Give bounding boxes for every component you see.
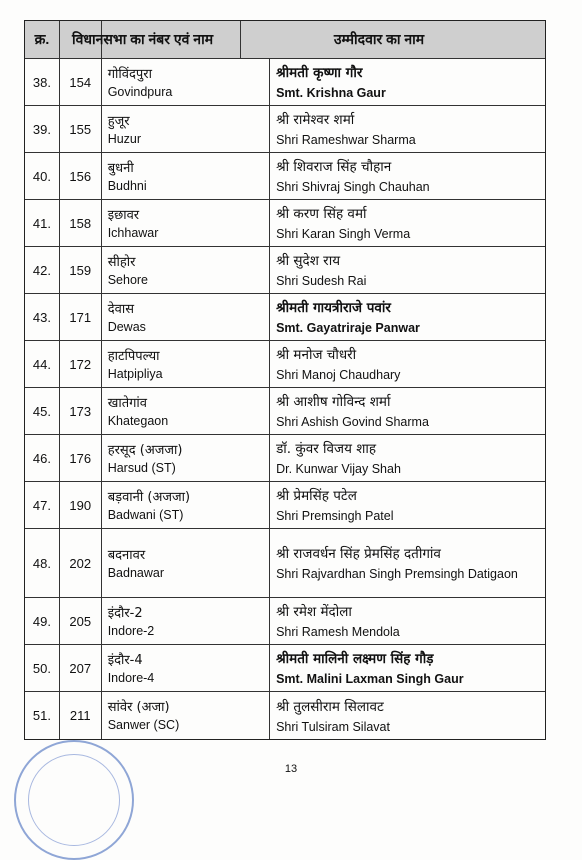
constituency-name-english: Sanwer (SC)	[107, 718, 180, 732]
candidate-name-hindi: श्री शिवराज सिंह चौहान	[276, 159, 392, 175]
header-serial: क्र.	[25, 21, 60, 58]
constituency-name-english: Budhni	[107, 178, 147, 193]
constituency-number: 176	[60, 435, 102, 481]
candidate-name-english: Smt. Gayatriraje Panwar	[276, 321, 420, 335]
party-seal	[14, 740, 134, 860]
constituency-name	[102, 388, 270, 434]
candidate-name-hindi: श्री रामेश्वर शर्मा	[276, 112, 355, 128]
candidate-name-english: Dr. Kunwar Vijay Shah	[276, 462, 401, 476]
candidate-name-hindi: श्री रमेश मेंदोला	[276, 604, 352, 620]
constituency-name-english: Indore-2	[107, 623, 155, 638]
constituency-name-hindi: गोविंदपुरा	[107, 66, 152, 82]
table-row	[25, 294, 545, 341]
constituency-name-hindi: बड़वानी (अजजा)	[107, 489, 191, 505]
constituency-name-english: Harsud (ST)	[107, 460, 176, 475]
serial-number: 43.	[25, 294, 60, 340]
table-row	[25, 645, 545, 692]
table-row	[25, 692, 545, 739]
serial-number: 51.	[25, 692, 60, 739]
constituency-name-english: Sehore	[107, 272, 149, 287]
constituency-name-english: Badwani (ST)	[107, 507, 184, 522]
candidate-name	[270, 435, 545, 481]
candidate-name-hindi: श्रीमती गायत्रीराजे पवांर	[276, 300, 391, 316]
constituency-number: 207	[60, 645, 102, 691]
constituency-number: 173	[60, 388, 102, 434]
candidate-name	[270, 294, 545, 340]
table-row	[25, 341, 545, 388]
constituency-name-english: Khategaon	[107, 413, 169, 428]
constituency-name-english: Indore-4	[107, 670, 155, 685]
serial-number: 39.	[25, 106, 60, 152]
constituency-number: 190	[60, 482, 102, 528]
candidate-name-hindi: श्रीमती कृष्णा गौर	[276, 65, 363, 81]
constituency-name-hindi: हाटपिपल्या	[107, 348, 160, 364]
candidate-name-hindi: श्री राजवर्धन सिंह प्रेमसिंह दतीगांव	[276, 546, 441, 562]
table-header	[25, 21, 545, 59]
candidate-name	[270, 153, 545, 199]
candidate-name	[270, 529, 545, 597]
constituency-name	[102, 529, 270, 597]
candidate-name	[270, 106, 545, 152]
constituency-number: 211	[60, 692, 102, 739]
candidate-name	[270, 341, 545, 387]
constituency-name-english: Govindpura	[107, 84, 173, 99]
candidate-name-english: Shri Manoj Chaudhary	[276, 368, 401, 382]
constituency-name-english: Badnawar	[107, 565, 164, 580]
serial-number: 45.	[25, 388, 60, 434]
candidate-table	[24, 20, 546, 740]
candidate-name-hindi: श्री आशीष गोविन्द शर्मा	[276, 394, 391, 410]
candidate-name	[270, 59, 545, 105]
header-candidate: उम्मीदवार का नाम	[333, 31, 425, 47]
constituency-name-hindi: इंदौर-2	[107, 605, 143, 621]
constituency-name	[102, 435, 270, 481]
table-row	[25, 200, 545, 247]
serial-number: 44.	[25, 341, 60, 387]
constituency-name-english: Dewas	[107, 319, 146, 334]
candidate-name-english: Shri Karan Singh Verma	[276, 227, 411, 241]
candidate-name-hindi: श्री करण सिंह वर्मा	[276, 206, 367, 222]
candidate-name-hindi: श्री प्रेमसिंह पटेल	[276, 488, 357, 504]
table-row	[25, 153, 545, 200]
candidate-name	[270, 692, 545, 739]
constituency-name-hindi: सीहोर	[107, 254, 136, 270]
table-row	[25, 598, 545, 645]
candidate-name	[270, 247, 545, 293]
constituency-name	[102, 294, 270, 340]
constituency-name-english: Hatpipliya	[107, 366, 163, 381]
candidate-name-english: Shri Rajvardhan Singh Premsingh Datigaon	[276, 567, 518, 581]
constituency-number: 154	[60, 59, 102, 105]
constituency-number: 205	[60, 598, 102, 644]
serial-number: 50.	[25, 645, 60, 691]
constituency-name	[102, 692, 270, 739]
constituency-name-english: Ichhawar	[107, 225, 159, 240]
constituency-name-hindi: इछावर	[107, 207, 140, 223]
candidate-name-hindi: श्रीमती मालिनी लक्ष्मण सिंह गौड़	[276, 651, 434, 667]
constituency-number: 159	[60, 247, 102, 293]
constituency-name-hindi: बदनावर	[107, 547, 146, 563]
serial-number: 46.	[25, 435, 60, 481]
table-body	[25, 59, 545, 739]
candidate-name-english: Smt. Krishna Gaur	[276, 86, 386, 100]
table-row	[25, 529, 545, 598]
constituency-number: 155	[60, 106, 102, 152]
serial-number: 40.	[25, 153, 60, 199]
constituency-name	[102, 153, 270, 199]
serial-number: 41.	[25, 200, 60, 246]
constituency-name	[102, 341, 270, 387]
constituency-number: 158	[60, 200, 102, 246]
constituency-number: 202	[60, 529, 102, 597]
constituency-name-hindi: बुधनी	[107, 160, 134, 176]
constituency-name	[102, 645, 270, 691]
constituency-name	[102, 598, 270, 644]
table-row	[25, 482, 545, 529]
serial-number: 42.	[25, 247, 60, 293]
constituency-name-hindi: हुजूर	[107, 113, 130, 129]
serial-number: 48.	[25, 529, 60, 597]
constituency-name	[102, 200, 270, 246]
table-row	[25, 247, 545, 294]
candidate-name-hindi: श्री सुदेश राय	[276, 253, 341, 269]
constituency-name	[102, 106, 270, 152]
table-row	[25, 106, 545, 153]
table-row	[25, 435, 545, 482]
constituency-name-hindi: सांवेर (अजा)	[107, 700, 170, 715]
constituency-name	[102, 247, 270, 293]
candidate-name-english: Smt. Malini Laxman Singh Gaur	[276, 672, 464, 686]
candidate-name-english: Shri Tulsiram Silavat	[276, 719, 390, 734]
constituency-name-hindi: खातेगांव	[107, 395, 148, 411]
constituency-name	[102, 59, 270, 105]
serial-number: 49.	[25, 598, 60, 644]
serial-number: 38.	[25, 59, 60, 105]
candidate-name	[270, 598, 545, 644]
constituency-name-hindi: हरसूद (अजजा)	[107, 442, 183, 458]
constituency-name	[102, 482, 270, 528]
constituency-number: 171	[60, 294, 102, 340]
candidate-name-hindi: श्री तुलसीराम सिलावट	[276, 698, 384, 715]
serial-number: 47.	[25, 482, 60, 528]
candidate-name-english: Shri Ramesh Mendola	[276, 625, 400, 639]
candidate-name	[270, 200, 545, 246]
candidate-name-english: Shri Sudesh Rai	[276, 274, 367, 288]
candidate-name-hindi: श्री मनोज चौधरी	[276, 347, 357, 363]
candidate-name-english: Shri Rameshwar Sharma	[276, 133, 416, 147]
constituency-name-english: Huzur	[107, 131, 142, 146]
candidate-name-hindi: डॉ. कुंवर विजय शाह	[276, 441, 377, 457]
candidate-name-english: Shri Shivraj Singh Chauhan	[276, 180, 430, 194]
candidate-name-english: Shri Premsingh Patel	[276, 509, 394, 523]
candidate-name	[270, 388, 545, 434]
page-number: 13	[284, 763, 298, 775]
candidate-name	[270, 482, 545, 528]
constituency-number: 172	[60, 341, 102, 387]
constituency-name-hindi: देवास	[107, 301, 134, 317]
header-constituency: विधानसभा का नंबर एवं नाम	[72, 21, 241, 58]
table-row	[25, 59, 545, 106]
constituency-name-hindi: इंदौर-4	[107, 652, 143, 668]
table-row	[25, 388, 545, 435]
candidate-name	[270, 645, 545, 691]
constituency-number: 156	[60, 153, 102, 199]
candidate-name-english: Shri Ashish Govind Sharma	[276, 415, 429, 429]
